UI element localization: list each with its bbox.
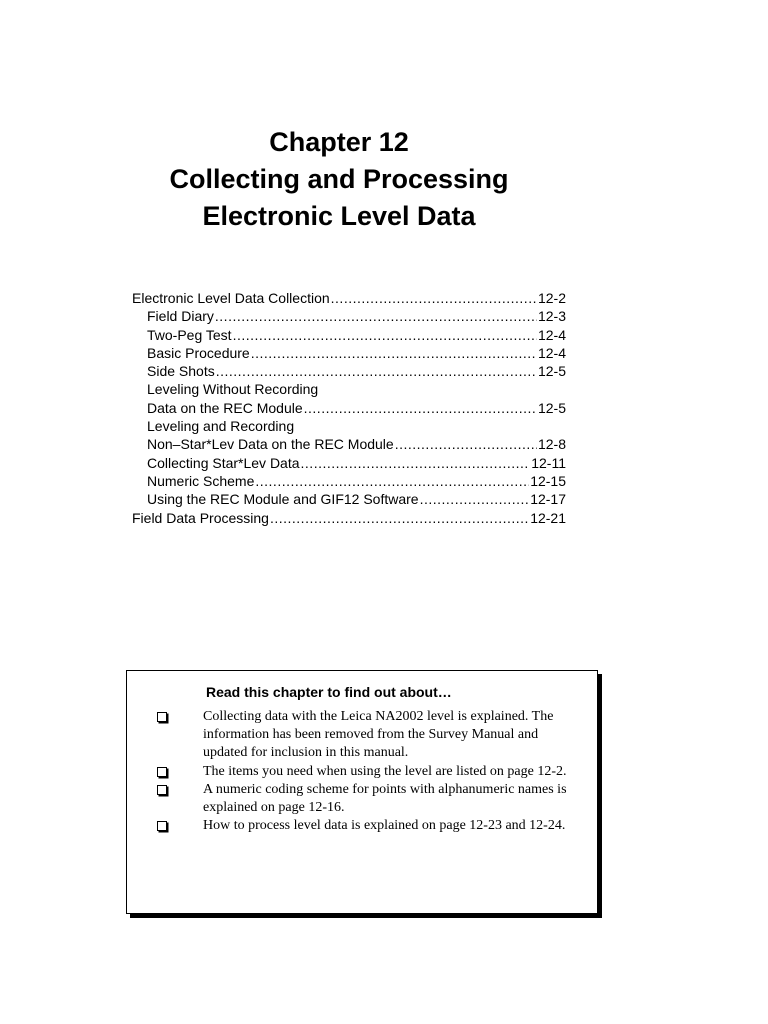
- callout-list-item: [157, 817, 567, 835]
- toc-entry: [132, 417, 566, 435]
- toc-entry-label: Collecting Star*Lev Data: [147, 454, 300, 471]
- checkbox-bullet-icon: [157, 712, 167, 722]
- toc-entry: [132, 509, 566, 527]
- toc-entry-page: 12-2: [537, 290, 566, 306]
- chapter-overview-box: [126, 670, 598, 914]
- toc-entry-label: Two-Peg Test: [147, 326, 232, 343]
- toc-entry-label: Data on the REC Module: [147, 399, 303, 416]
- callout-item-text: The items you need when using the level are listed on page 12-2.: [203, 763, 567, 779]
- toc-entry-label: Field Diary: [147, 308, 214, 325]
- table-of-contents: [132, 289, 566, 527]
- callout-item-text: A numeric coding scheme for points with alphanumeric names is explained on page 12-16.: [203, 781, 567, 816]
- checkbox-bullet-icon: [157, 821, 167, 831]
- toc-entry-label: Leveling and Recording: [147, 418, 295, 435]
- toc-dot-leader: [270, 509, 529, 527]
- toc-entry-label: Using the REC Module and GIF12 Software: [147, 491, 419, 508]
- callout-item-text: How to process level data is explained on page 12-23 and 12-24.: [203, 818, 566, 834]
- toc-entry-page: 12-4: [537, 344, 566, 361]
- toc-entry-page: 12-11: [531, 454, 566, 471]
- toc-entry-label: Side Shots: [147, 363, 215, 380]
- toc-entry-page: 12-5: [537, 363, 566, 380]
- callout-list-item: [157, 763, 567, 781]
- toc-dot-leader: [251, 344, 537, 362]
- toc-dot-leader: [301, 454, 531, 472]
- toc-dot-leader: [255, 472, 529, 490]
- toc-entry-page: 12-3: [537, 308, 566, 325]
- chapter-number: Chapter 12: [269, 127, 409, 157]
- toc-entry-page: 12-8: [537, 436, 566, 453]
- callout-list-item: [157, 781, 567, 817]
- chapter-title-line-2: Electronic Level Data: [202, 201, 476, 231]
- toc-dot-leader: [233, 326, 537, 344]
- checkbox-bullet-icon: [157, 785, 167, 795]
- toc-entry: [132, 399, 566, 417]
- toc-entry-label: Basic Procedure: [147, 344, 250, 361]
- toc-entry: [132, 307, 566, 325]
- toc-entry-page: 12-4: [537, 326, 566, 343]
- toc-entry: [132, 362, 566, 380]
- chapter-title-line-1: Collecting and Processing: [169, 164, 509, 194]
- toc-entry: [132, 472, 566, 490]
- toc-entry-page: 12-21: [530, 509, 566, 526]
- toc-dot-leader: [331, 289, 537, 307]
- callout-list-item: [157, 708, 567, 763]
- toc-dot-leader: [395, 435, 537, 453]
- chapter-heading: [0, 124, 678, 235]
- toc-entry: [132, 326, 566, 344]
- toc-entry-label: Leveling Without Recording: [147, 381, 319, 398]
- toc-entry: [132, 454, 566, 472]
- toc-entry: [132, 344, 566, 362]
- toc-dot-leader: [216, 362, 537, 380]
- toc-entry: [132, 435, 566, 453]
- toc-entry: [132, 490, 566, 508]
- checkbox-bullet-icon: [157, 767, 167, 777]
- callout-item-text: Collecting data with the Leica NA2002 level is explained. The information has been removed from the Survey Manual and updated for inclusion in this manual.: [203, 709, 554, 761]
- toc-dot-leader: [215, 307, 537, 325]
- toc-dot-leader: [420, 490, 530, 508]
- toc-entry-label: Electronic Level Data Collection: [132, 290, 330, 306]
- toc-entry-label: Numeric Scheme: [147, 472, 255, 489]
- callout-title: Read this chapter to find out about…: [206, 684, 452, 700]
- toc-entry: [132, 289, 566, 307]
- toc-entry-page: 12-15: [530, 472, 566, 489]
- toc-entry-label: Field Data Processing: [132, 509, 269, 526]
- callout-list: [157, 708, 567, 835]
- toc-entry-page: 12-5: [537, 399, 566, 416]
- toc-entry-label: Non–Star*Lev Data on the REC Module: [147, 436, 394, 453]
- toc-dot-leader: [304, 399, 537, 417]
- toc-entry: [132, 380, 566, 398]
- toc-entry-page: 12-17: [530, 491, 566, 508]
